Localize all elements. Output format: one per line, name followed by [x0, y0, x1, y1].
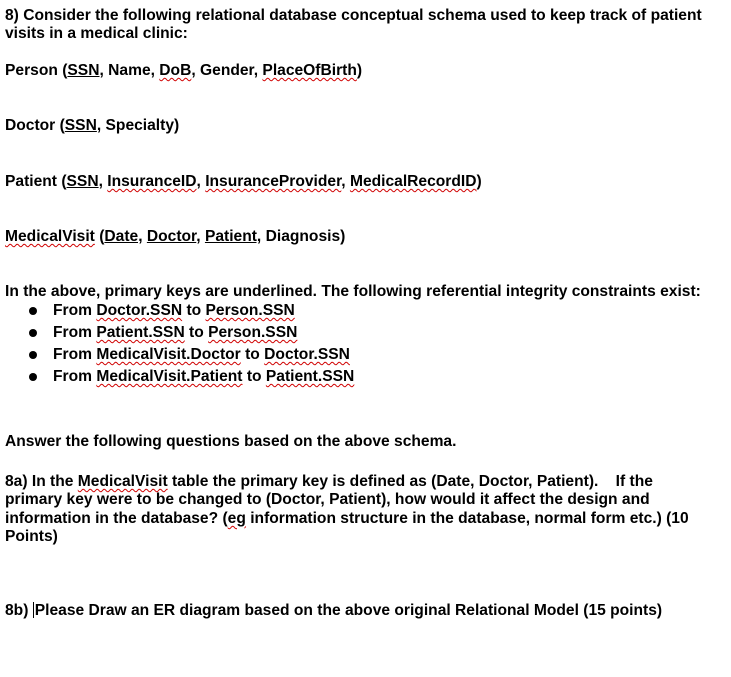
question-8a-line-1: 8a) In the MedicalVisit table the primary key is defined as (Date, Doctor, Patient). If the: [5, 473, 653, 490]
question-intro-line-2: visits in a medical clinic:: [5, 25, 188, 42]
bullet-icon: [29, 329, 37, 337]
medicalvisit-doctor-key: Doctor: [146, 228, 197, 245]
question-8b[interactable]: 8b) Please Draw an ER diagram based on the above original Relational Model (15 points): [5, 602, 663, 619]
doctor-table-name: Doctor (: [5, 117, 65, 134]
constraint-item: From Patient.SSN to Person.SSN: [53, 324, 298, 341]
medicalvisit-table-name: MedicalVisit: [5, 228, 95, 245]
schema-doctor: Doctor (SSN, Specialty): [5, 117, 180, 134]
medicalvisit-date-key: Date,: [104, 228, 143, 245]
answer-prompt: Answer the following questions based on the above schema.: [5, 433, 457, 450]
person-table-name: Person: [5, 62, 58, 79]
constraint-item: From MedicalVisit.Patient to Patient.SSN: [53, 368, 355, 385]
schema-medicalvisit: MedicalVisit (Date, Doctor, Patient, Diagnosis): [5, 228, 346, 245]
question-8a-line-2: primary key were to be changed to (Doctor, Patient), how would it affect the design and: [5, 491, 650, 508]
doctor-ssn-key: SSN: [64, 117, 97, 134]
constraint-item: From Doctor.SSN to Person.SSN: [53, 302, 295, 319]
bullet-icon: [29, 307, 37, 315]
schema-patient: Patient (SSN, InsuranceID, InsuranceProvider, MedicalRecordID): [5, 173, 482, 190]
text-cursor: [33, 602, 34, 618]
question-intro-line-1: 8) Consider the following relational database conceptual schema used to keep track of patient: [5, 7, 702, 24]
patient-insuranceid: InsuranceID: [107, 173, 197, 190]
patient-insuranceprovider: InsuranceProvider: [205, 173, 342, 190]
patient-table-name: Patient (: [5, 173, 67, 190]
patient-medicalrecordid: MedicalRecordID: [349, 173, 477, 190]
medicalvisit-patient-key: Patient,: [204, 228, 262, 245]
schema-person: Person (SSN, Name, DoB, Gender, PlaceOfBirth): [5, 62, 363, 79]
constraints-intro: In the above, primary keys are underlined. The following referential integrity constraints exist:: [5, 283, 701, 300]
constraint-item: From MedicalVisit.Doctor to Doctor.SSN: [53, 346, 350, 363]
bullet-icon: [29, 351, 37, 359]
question-8a-line-4: Points): [5, 528, 58, 545]
person-placeofbirth: PlaceOfBirth: [262, 62, 357, 79]
question-8a-line-3: information in the database? (eg information structure in the database, normal form etc.) (10: [5, 510, 689, 527]
person-dob: DoB: [159, 62, 192, 79]
person-ssn-key: SSN: [67, 62, 100, 79]
bullet-icon: [29, 373, 37, 381]
patient-ssn-key: SSN: [66, 173, 99, 190]
